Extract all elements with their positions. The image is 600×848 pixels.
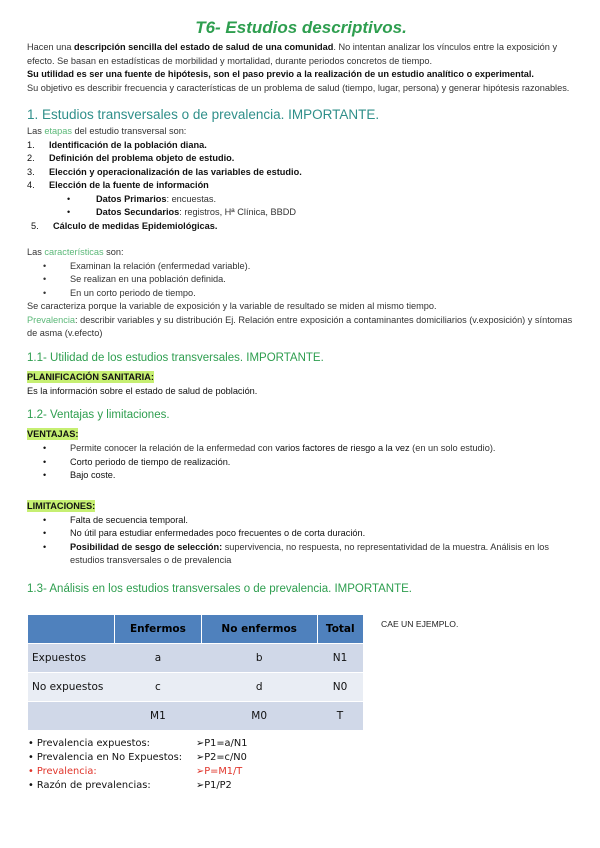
list-item: 3. Elección y operacionalización de las variables de estudio. bbox=[27, 166, 302, 177]
table-header-cell: Total bbox=[317, 615, 363, 644]
list-item: • Bajo coste. bbox=[27, 469, 575, 483]
section-1-1-heading: 1.1- Utilidad de los estudios transversales. IMPORTANTE. bbox=[27, 351, 324, 364]
intro-paragraph-1: Hacen una descripción sencilla del estado de salud de una comunidad. No intentan analizar los vínculos entre la exposición y efecto. Se basan en estadísticas de morbilidad y mortalidad, durante periodos concretos de tiempo. bbox=[27, 42, 558, 66]
page-title: T6- Estudios descriptivos. bbox=[195, 18, 407, 37]
list-item: • Datos Secundarios: registros, Hª Clínica, BBDD bbox=[27, 206, 575, 220]
limitaciones-list bbox=[27, 514, 575, 568]
prevalencia-text: Prevalencia: describir variables y su distribución Ej. Relación entre exposición a contaminantes domiciliarios (v.exposición) y síntomas de asma (v.efecto) bbox=[27, 314, 573, 338]
example-note: CAE UN EJEMPLO. bbox=[381, 619, 459, 629]
formula-row: • Razón de prevalencias: ➢P1/P2 bbox=[28, 780, 232, 791]
planificacion-label: PLANIFICACIÓN SANITARIA: bbox=[27, 371, 154, 382]
caracteristicas-intro: Las características son: bbox=[27, 247, 124, 257]
formulas-list bbox=[28, 737, 363, 793]
table-header-cell: Enfermos bbox=[115, 615, 202, 644]
ventajas-label: VENTAJAS: bbox=[27, 429, 79, 439]
list-item: • No útil para estudiar enfermedades poco frecuentes o de corta duración. bbox=[27, 527, 575, 541]
planificacion-text: Es la información sobre el estado de salud de población. bbox=[27, 385, 258, 396]
caracteriza-text: Se caracteriza porque la variable de exposición y la variable de resultado se miden al mismo tiempo. bbox=[27, 301, 437, 311]
list-item: • Permite conocer la relación de la enfermedad con varios factores de riesgo a la vez (en un solo estudio). bbox=[27, 442, 575, 456]
list-item: • Posibilidad de sesgo de selección: supervivencia, no respuesta, no representatividad de la muestra. Análisis en los estudios transversales o de prevalencia bbox=[27, 541, 575, 568]
list-item: • Corto periodo de tiempo de realización. bbox=[27, 456, 575, 470]
formula-row: • Prevalencia expuestos: ➢P1=a/N1 bbox=[28, 738, 248, 749]
contingency-table bbox=[28, 615, 363, 730]
table-row: M1 M0 T bbox=[28, 702, 363, 731]
list-item: 4. Elección de la fuente de información bbox=[27, 180, 209, 190]
etapas-intro: Las etapas del estudio transversal son: bbox=[27, 126, 187, 136]
intro-paragraph-2: Su utilidad es ser una fuente de hipótesis, son el paso previo a la realización de un estudio analítico o experimental. bbox=[27, 69, 534, 79]
limitaciones-label: LIMITACIONES: bbox=[27, 500, 96, 511]
ventajas-list bbox=[27, 442, 575, 483]
list-item: 2. Definición del problema objeto de estudio. bbox=[27, 153, 235, 163]
etapas-list bbox=[27, 139, 575, 193]
list-item: • Falta de secuencia temporal. bbox=[27, 514, 575, 528]
document-page bbox=[27, 18, 575, 598]
sources-list bbox=[27, 193, 575, 220]
table-header-cell bbox=[28, 615, 115, 644]
list-item: • Datos Primarios: encuestas. bbox=[27, 193, 575, 207]
section-1-heading: 1. Estudios transversales o de prevalencia. IMPORTANTE. bbox=[27, 107, 380, 122]
list-item: • Examinan la relación (enfermedad variable). bbox=[27, 260, 575, 274]
etapas-list-cont bbox=[27, 220, 575, 234]
intro-paragraph-3: Su objetivo es describir frecuencia y características de un problema de salud (tiempo, lugar, persona) y generar hipótesis razonables. bbox=[27, 82, 570, 93]
section-1-3-heading: 1.3- Análisis en los estudios transversales o de prevalencia. IMPORTANTE. bbox=[27, 582, 412, 595]
table-row: No expuestos c d N0 bbox=[28, 673, 363, 702]
table-header-cell: No enfermos bbox=[201, 615, 317, 644]
list-item: 1. Identificación de la población diana. bbox=[27, 139, 207, 150]
table-row: Expuestos a b N1 bbox=[28, 644, 363, 673]
formula-row: • Prevalencia en No Expuestos: ➢P2=c/N0 bbox=[28, 752, 247, 763]
caracteristicas-list bbox=[27, 260, 575, 301]
list-item: • Se realizan en una población definida. bbox=[27, 273, 575, 287]
formula-row-highlight: • Prevalencia: ➢P=M1/T bbox=[28, 766, 243, 777]
section-1-2-heading: 1.2- Ventajas y limitaciones. bbox=[27, 409, 170, 421]
list-item: 5. Cálculo de medidas Epidemiológicas. bbox=[31, 220, 218, 231]
list-item: • En un corto periodo de tiempo. bbox=[27, 287, 575, 301]
